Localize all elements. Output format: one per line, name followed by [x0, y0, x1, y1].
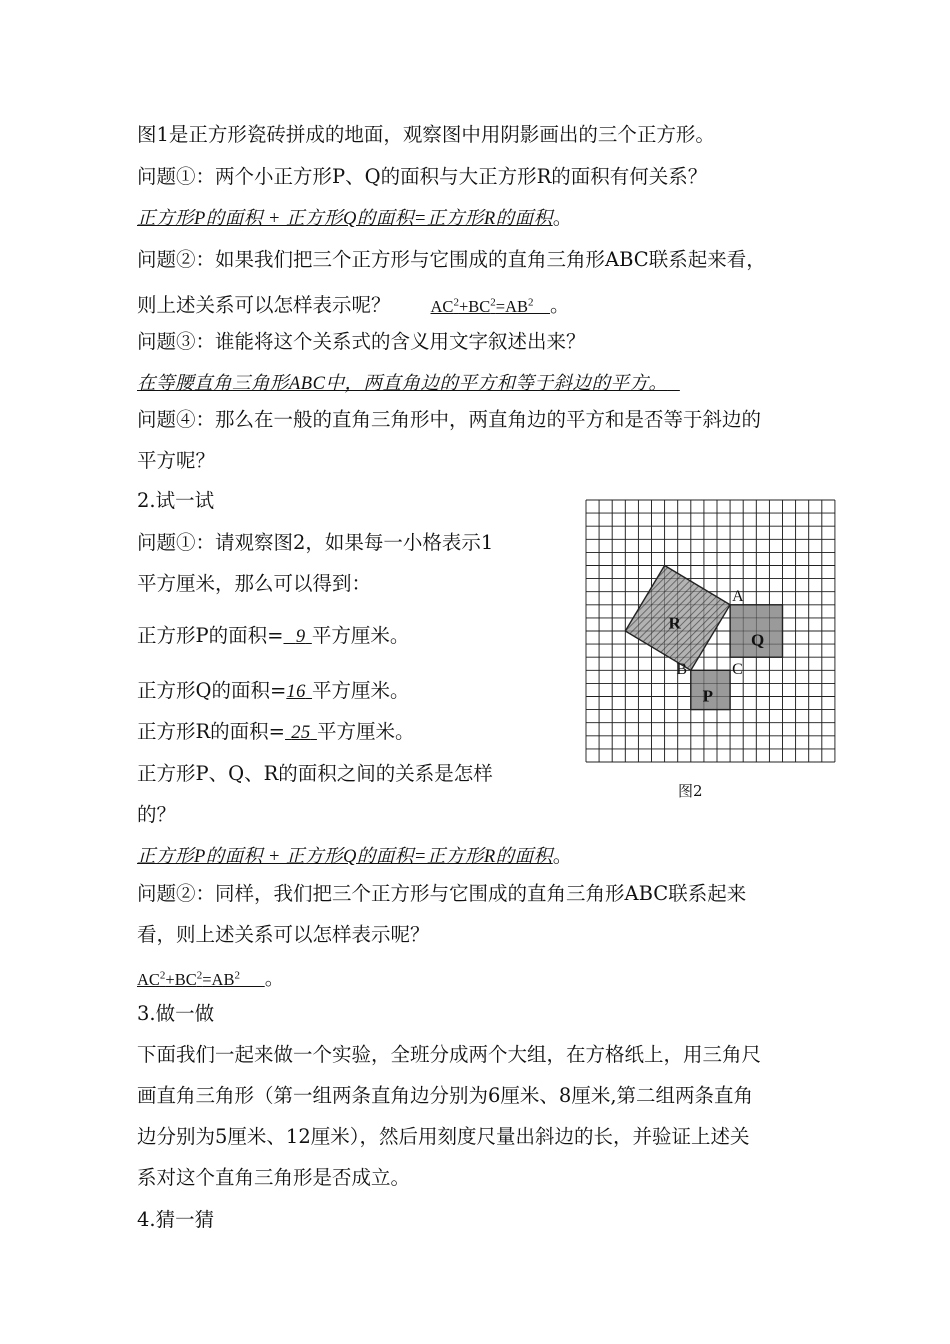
relation-question-cont: 的？	[137, 803, 177, 826]
answer-3	[137, 369, 680, 398]
relation-question: 正方形P、Q、R的面积之间的关系是怎样	[137, 762, 493, 785]
answer-1	[137, 204, 572, 233]
area-p-line: 正方形P的面积= 9 平方厘米。	[137, 624, 410, 647]
area-q-line: 正方形Q的面积=16 平方厘米。	[137, 679, 410, 702]
answer-3-text: 在等腰直角三角形ABC中，两直角边的平方和等于斜边的平方。	[137, 374, 668, 394]
label-a: A	[732, 587, 744, 605]
intro-line: 图1是正方形瓷砖拼成的地面，观察图中用阴影画出的三个正方形。	[137, 123, 715, 146]
formula-answer-1: $AC^2+BC^2=AB^2$	[430, 296, 534, 316]
experiment-line-4: 系对这个直角三角形是否成立。	[137, 1166, 411, 1189]
experiment-line-2: 画直角三角形（第一组两条直角边分别为6厘米、8厘米,第二组两条直角	[137, 1084, 754, 1107]
label-q: Q	[751, 630, 765, 650]
label-r: R	[668, 613, 681, 633]
section-4-heading: 4.猜一猜	[137, 1208, 215, 1231]
try-question-2-cont: 看，则上述关系可以怎样表示呢？	[137, 923, 430, 946]
experiment-line-3: 边分别为5厘米、12厘米），然后用刻度尺量出斜边的长，并验证上述关	[137, 1125, 750, 1148]
try-question-1: 问题①：请观察图2，如果每一小格表示1	[137, 531, 494, 554]
question-2: 问题②：如果我们把三个正方形与它围成的直角三角形ABC联系起来看，	[137, 248, 766, 271]
formula-answer-2: $AC^2+BC^2=AB^2$	[137, 969, 240, 989]
figure-2-caption: 图2	[678, 782, 703, 800]
label-p: P	[702, 686, 713, 706]
section-3-heading: 3.做一做	[137, 1002, 215, 1025]
area-r-value: 25	[291, 723, 311, 743]
label-b: B	[676, 661, 688, 679]
formula-answer-1-end: 。	[550, 293, 570, 317]
formula-answer-2-line: $AC^2+BC^2=AB^2$ 。	[137, 966, 285, 990]
try-question-2: 问题②：同样，我们把三个正方形与它围成的直角三角形ABC联系起来	[137, 882, 747, 905]
question-4-cont: 平方呢？	[137, 449, 216, 472]
grid-overlay	[586, 500, 835, 762]
answer-1-end: 。	[552, 206, 573, 229]
answer-1-text: 正方形P的面积 + 正方形Q的面积=正方形R的面积	[137, 209, 553, 229]
question-2-text: 则上述关系可以怎样表示呢？	[137, 293, 391, 317]
relation-answer: 正方形P的面积 + 正方形Q的面积=正方形R的面积。	[137, 844, 573, 867]
question-3: 问题③：谁能将这个关系式的含义用文字叙述出来？	[137, 330, 586, 353]
label-c: C	[732, 661, 743, 679]
relation-answer-text: 正方形P的面积 + 正方形Q的面积=正方形R的面积	[137, 847, 553, 867]
figure-2-grid	[580, 492, 842, 764]
question-2-cont	[137, 288, 570, 321]
try-question-1-cont: 平方厘米，那么可以得到：	[137, 572, 372, 595]
question-1: 问题①：两个小正方形P、Q的面积与大正方形R的面积有何关系？	[137, 165, 708, 188]
area-q-value: 16	[286, 682, 306, 702]
section-2-heading: 2.试一试	[137, 489, 215, 512]
area-r-line: 正方形R的面积= 25 平方厘米。	[137, 720, 415, 743]
experiment-line-1: 下面我们一起来做一个实验，全班分成两个大组，在方格纸上，用三角尺	[137, 1043, 762, 1066]
area-p-value: 9	[295, 627, 306, 647]
question-4: 问题④：那么在一般的直角三角形中，两直角边的平方和是否等于斜边的	[137, 408, 762, 431]
